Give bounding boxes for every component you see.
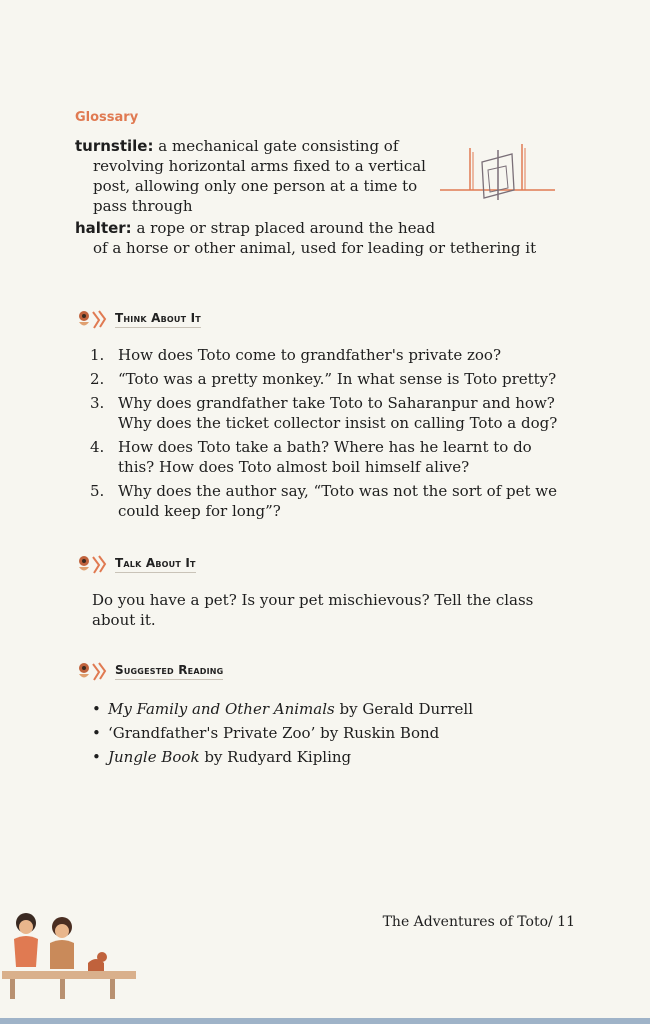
question-line: Why does grandfather take Toto to Saharanpur and how? <box>118 394 555 412</box>
suggested-reading-header <box>75 660 223 682</box>
question-list <box>90 345 570 525</box>
definition-line: revolving horizontal arms fixed to a vertical <box>93 157 426 175</box>
question-line: Why does the ticket collector insist on calling Toto a dog? <box>118 414 558 432</box>
question-number: 4. <box>90 438 105 456</box>
page-edge-strip <box>0 1018 650 1024</box>
question-item <box>90 369 570 389</box>
reading-item <box>92 721 473 745</box>
entry-first-line <box>75 218 545 238</box>
question-item <box>90 481 570 521</box>
question-number: 5. <box>90 482 105 500</box>
children-and-dog-illustration <box>0 905 140 1005</box>
bullet: • <box>92 724 101 742</box>
book-author: by Gerald Durrell <box>334 700 473 718</box>
reading-item <box>92 745 473 769</box>
text-line: Do you have a pet? Is your pet mischievous? Tell the class <box>92 591 534 609</box>
cartoon-figures-icon <box>75 308 109 330</box>
glossary-heading: Glossary <box>75 110 139 125</box>
glossary-term: halter: <box>75 219 132 237</box>
book-author: by Rudyard Kipling <box>199 748 352 766</box>
definition-line: pass through <box>93 197 193 215</box>
question-line: this? How does Toto almost boil himself alive? <box>118 458 470 476</box>
bullet: • <box>92 700 101 718</box>
question-line: could keep for long”? <box>118 502 281 520</box>
glossary-entry-halter <box>75 218 545 258</box>
glossary-term: turnstile: <box>75 137 154 155</box>
book-author: ‘Grandfather's Private Zoo’ by Ruskin Bond <box>108 724 440 742</box>
reading-item <box>92 697 473 721</box>
section-title: Think About It <box>115 311 201 328</box>
text-line: about it. <box>92 611 156 629</box>
question-line: “Toto was a pretty monkey.” In what sense is Toto pretty? <box>118 370 557 388</box>
question-line: How does Toto come to grandfather's private zoo? <box>118 346 501 364</box>
question-line: How does Toto take a bath? Where has he learnt to do <box>118 438 532 456</box>
page-footer: The Adventures of Toto/ 11 <box>382 914 575 930</box>
book-title: My Family and Other Animals <box>108 700 335 718</box>
question-number: 1. <box>90 346 105 364</box>
definition-line: of a horse or other animal, used for leading or tethering it <box>93 239 537 257</box>
question-item <box>90 345 570 365</box>
section-title: Suggested Reading <box>115 663 223 680</box>
turnstile-illustration <box>440 140 555 205</box>
question-number: 2. <box>90 370 105 388</box>
think-about-it-header <box>75 308 201 330</box>
question-line: Why does the author say, “Toto was not the sort of pet we <box>118 482 558 500</box>
reading-list <box>92 697 473 769</box>
bullet: • <box>92 748 101 766</box>
definition-line: a mechanical gate consisting of <box>158 137 399 155</box>
talk-about-it-header <box>75 553 196 575</box>
section-title: Talk About It <box>115 556 196 573</box>
definition-line: a rope or strap placed around the head <box>136 219 436 237</box>
book-title: Jungle Book <box>108 748 200 766</box>
cartoon-figures-icon <box>75 660 109 682</box>
question-number: 3. <box>90 394 105 412</box>
question-item <box>90 437 570 477</box>
question-item <box>90 393 570 433</box>
talk-about-it-text <box>92 590 562 630</box>
definition-line: post, allowing only one person at a time to <box>93 177 418 195</box>
cartoon-figures-icon <box>75 553 109 575</box>
